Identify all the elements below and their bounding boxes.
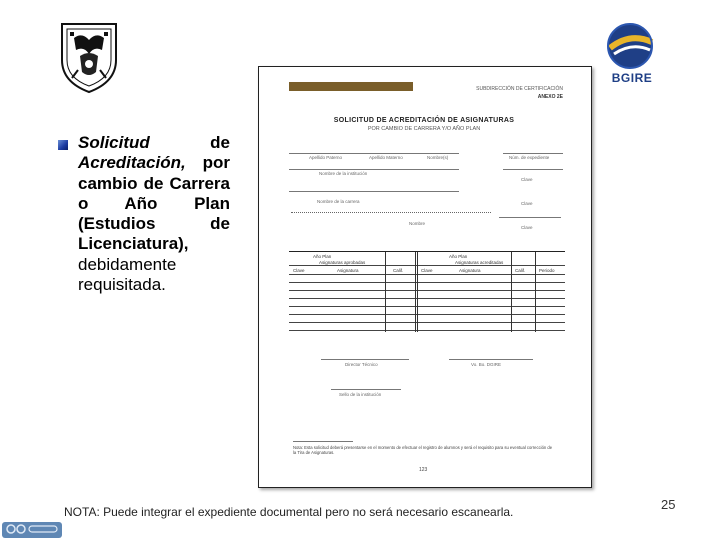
- bullet-line2-italic: Acreditación,: [78, 153, 186, 173]
- label-nombre-carrera: Nombre de la carrera: [317, 199, 360, 204]
- corner-watermark-logo: [2, 522, 62, 538]
- label-director: Director Técnico: [345, 362, 378, 367]
- dgire-logo-text: BGIRE: [611, 71, 653, 85]
- footer-note: NOTA: Puede integrar el expediente documental pero no será necesario escanearla.: [64, 505, 514, 519]
- table-left-sub: Asignaturas aprobadas: [319, 260, 366, 265]
- form-header-text: SUBDIRECCIÓN DE CERTIFICACIÓN: [476, 86, 563, 92]
- table-col-clave-2: Clave: [421, 268, 433, 273]
- label-clave-1: Clave: [521, 177, 533, 182]
- label-apellido-materno: Apellido Materno: [369, 155, 403, 160]
- table-col-periodo: Periodo: [539, 268, 555, 273]
- label-num-expediente: Núm. de expediente: [509, 155, 550, 160]
- table-col-calif-1: Calif.: [393, 268, 404, 273]
- table-left-group: Año Plan: [313, 254, 332, 259]
- label-nombres: Nombre(s): [427, 155, 449, 160]
- table-col-asignatura-2: Asignatura: [459, 268, 481, 273]
- label-vobo: Vo. Bo. DGIRE: [471, 362, 502, 367]
- label-clave-3: Clave: [521, 225, 533, 230]
- form-anexo: ANEXO 2E: [537, 94, 563, 100]
- form-header-bar: [289, 82, 413, 91]
- label-apellido-paterno: Apellido Paterno: [309, 155, 343, 160]
- bullet-line2-rest: por: [202, 153, 230, 173]
- bullet-line1-italic: Solicitud: [78, 133, 150, 152]
- dgire-logo: [600, 22, 660, 92]
- bullet-text: [78, 133, 230, 295]
- form-page-number: 123: [419, 467, 428, 473]
- label-sello: Sello de la institución: [339, 392, 382, 397]
- table-col-asignatura-1: Asignatura: [337, 268, 359, 273]
- label-clave-2: Clave: [521, 201, 533, 206]
- table-col-calif-2: Calif.: [515, 268, 526, 273]
- unam-logo: [58, 20, 120, 94]
- bullet-square-icon: [58, 140, 68, 150]
- page-number: 25: [661, 497, 676, 512]
- bullet-tail-text: debidamente requisitada.: [78, 254, 177, 295]
- form-subtitle: POR CAMBIO DE CARRERA Y/O AÑO PLAN: [367, 126, 481, 132]
- table-right-group: Año Plan: [449, 254, 468, 259]
- form-nota: Nota: Esta solicitud deberá presentarse en el momento de efectuar el registro de alumnos y será el requisito para su eventual corrección de la Tira de Asignaturas.: [293, 445, 553, 456]
- bullet-line1-rest: de: [210, 133, 230, 152]
- form-title: SOLICITUD DE ACREDITACIÓN DE ASIGNATURAS: [333, 117, 515, 124]
- asignaturas-table: [289, 251, 565, 332]
- table-col-clave-1: Clave: [293, 268, 305, 273]
- bullet-bold-text: cambio de Carrera o Año Plan (Estudios de Licenciatura),: [78, 173, 230, 254]
- label-nombre: Nombre: [409, 221, 426, 226]
- form-image: [258, 66, 592, 488]
- table-right-sub: Asignaturas acreditadas: [455, 260, 504, 265]
- label-nombre-institucion: Nombre de la institución: [319, 171, 368, 176]
